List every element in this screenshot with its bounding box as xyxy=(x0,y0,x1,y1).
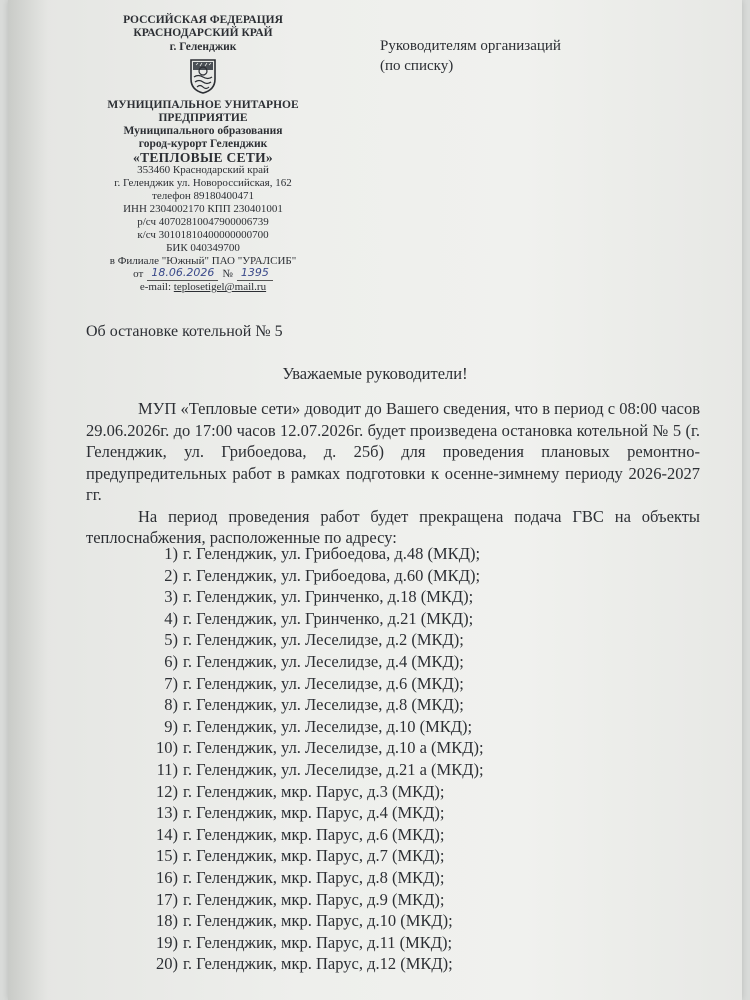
list-item xyxy=(148,543,484,565)
letter-subject: Об остановке котельной № 5 xyxy=(86,323,283,340)
list-item xyxy=(148,932,484,954)
list-item-number: 5) xyxy=(164,630,178,650)
postal-address-line2: г. Геленджик ул. Новороссийская, 162 xyxy=(114,177,292,190)
list-item-address: г. Геленджик, ул. Леселидзе, д.2 (МКД); xyxy=(183,630,464,650)
list-item xyxy=(148,629,484,651)
bik: БИК 040349700 xyxy=(166,241,240,254)
list-item-address: г. Геленджик, мкр. Парус, д.7 (МКД); xyxy=(183,846,445,866)
list-item xyxy=(148,694,484,716)
addressee-line2: (по списку) xyxy=(380,58,454,74)
list-item xyxy=(148,565,484,587)
list-item-address: г. Геленджик, ул. Гринченко, д.18 (МКД); xyxy=(183,587,474,607)
list-item-number: 2) xyxy=(164,565,178,585)
list-item-address: г. Геленджик, мкр. Парус, д.3 (МКД); xyxy=(183,781,445,801)
list-item-address: г. Геленджик, ул. Грибоедова, д.48 (МКД); xyxy=(183,544,481,563)
letter-greeting: Уважаемые руководители! xyxy=(282,364,468,383)
org-name: «ТЕПЛОВЫЕ СЕТИ» xyxy=(133,149,273,165)
letter-body xyxy=(86,398,700,549)
list-item-number: 8) xyxy=(164,695,178,715)
date-prefix: от xyxy=(133,268,144,281)
list-item xyxy=(148,781,484,803)
list-item-number: 3) xyxy=(164,587,178,607)
inn-kpp: ИНН 2304002170 КПП 230401001 xyxy=(123,202,283,215)
page-shadow xyxy=(8,0,48,1000)
list-item-address: г. Геленджик, ул. Леселидзе, д.8 (МКД); xyxy=(183,695,464,715)
email-label: e-mail: xyxy=(139,281,172,294)
org-type-line1: МУНИЦИПАЛЬНОЕ УНИТАРНОЕ xyxy=(107,98,299,111)
addressee-line1: Руководителям организаций xyxy=(380,38,561,54)
list-item xyxy=(148,845,484,867)
list-item-address: г. Геленджик, мкр. Парус, д.6 (МКД); xyxy=(183,824,445,844)
list-item xyxy=(148,889,484,911)
list-item-number: 4) xyxy=(164,608,178,628)
list-item xyxy=(148,737,484,759)
list-item-number: 16) xyxy=(156,867,178,887)
list-item-address: г. Геленджик, ул. Грибоедова, д.60 (МКД); xyxy=(183,565,481,585)
list-item-address: г. Геленджик, ул. Леселидзе, д.6 (МКД); xyxy=(183,673,464,693)
email-line xyxy=(78,281,328,294)
list-item-number: 15) xyxy=(156,846,178,866)
phone-number: телефон 89180400471 xyxy=(152,190,254,202)
handwritten-date: 18.06.2026 xyxy=(147,267,218,281)
list-item-address: г. Геленджик, мкр. Парус, д.4 (МКД); xyxy=(183,803,445,823)
letterhead-region: КРАСНОДАРСКИЙ КРАЙ xyxy=(133,27,273,40)
coat-of-arms-icon xyxy=(188,57,218,95)
list-item-address: г. Геленджик, мкр. Парус, д.11 (МКД); xyxy=(183,932,453,952)
correspondent-account: к/сч 30101810400000000700 xyxy=(137,228,269,241)
list-item xyxy=(148,759,484,781)
list-item-number: 7) xyxy=(164,673,178,693)
list-item xyxy=(148,586,484,608)
list-item xyxy=(148,802,484,824)
list-item-address: г. Геленджик, ул. Леселидзе, д.10 (МКД); xyxy=(183,716,473,736)
list-item-address: г. Геленджик, мкр. Парус, д.12 (МКД); xyxy=(183,954,453,974)
list-item-number: 10) xyxy=(156,738,178,758)
list-item-number: 12) xyxy=(156,781,178,801)
list-item xyxy=(148,608,484,630)
list-item-address: г. Геленджик, ул. Леселидзе, д.10 а (МКД); xyxy=(183,738,484,758)
list-item-number: 6) xyxy=(164,651,178,671)
letterhead-country: РОССИЙСКАЯ ФЕДЕРАЦИЯ xyxy=(123,14,283,26)
handwritten-number: 1395 xyxy=(237,267,273,281)
list-item xyxy=(148,910,484,932)
settlement-account: р/сч 40702810047900006739 xyxy=(137,215,269,228)
list-item-number: 20) xyxy=(156,954,178,974)
list-item xyxy=(148,673,484,695)
letterhead xyxy=(78,14,328,294)
list-item-address: г. Геленджик, ул. Гринченко, д.21 (МКД); xyxy=(183,608,474,628)
letter-page xyxy=(8,0,742,1000)
list-item-number: 19) xyxy=(156,932,178,952)
bank-name: в Филиале "Южный" ПАО "УРАЛСИБ" xyxy=(109,254,297,267)
postal-address-line1: 353460 Краснодарский край xyxy=(137,164,269,177)
list-item xyxy=(148,651,484,673)
list-item-address: г. Геленджик, ул. Леселидзе, д.4 (МКД); xyxy=(183,651,464,671)
list-item xyxy=(148,824,484,846)
list-item-number: 1) xyxy=(164,544,178,563)
list-item-address: г. Геленджик, мкр. Парус, д.9 (МКД); xyxy=(183,889,445,909)
org-municipality-line2: город-курорт Геленджик xyxy=(138,137,268,150)
letterhead-city: г. Геленджик xyxy=(169,40,237,53)
list-item xyxy=(148,867,484,889)
list-item-number: 17) xyxy=(156,889,178,909)
number-prefix: № xyxy=(222,268,233,281)
addressee-block xyxy=(380,36,561,76)
outgoing-date-number xyxy=(78,267,328,281)
body-paragraph-2: На период проведения работ будет прекращена подача ГВС на объекты теплоснабжения, расположенные по адресу: xyxy=(86,506,700,547)
body-paragraph-1: МУП «Тепловые сети» доводит до Вашего сведения, что в период с 08:00 часов 29.06.2026г. до 17:00 часов 12.07.2026г. будет произведена остановка котельной № 5 (г. Геленджик, ул. Грибоедова, д. 25б) для проведения плановых ремонтно-предупредительных работ в рамках подготовки к осенне-зимнему периоду 2026-2027 гг. xyxy=(86,399,700,504)
list-item-number: 14) xyxy=(156,824,178,844)
list-item xyxy=(148,716,484,738)
list-item xyxy=(148,953,484,975)
org-municipality-line1: Муниципального образования xyxy=(123,124,283,137)
list-item-address: г. Геленджик, ул. Леселидзе, д.21 а (МКД); xyxy=(183,759,484,779)
list-item-address: г. Геленджик, мкр. Парус, д.10 (МКД); xyxy=(183,911,453,931)
org-type-line2: ПРЕДПРИЯТИЕ xyxy=(158,111,248,124)
list-item-number: 11) xyxy=(156,759,178,779)
list-item-number: 18) xyxy=(156,911,178,931)
list-item-address: г. Геленджик, мкр. Парус, д.8 (МКД); xyxy=(183,867,445,887)
email-link[interactable]: teplosetigel@mail.ru xyxy=(173,281,267,294)
address-list xyxy=(148,543,484,975)
list-item-number: 9) xyxy=(164,716,178,736)
list-item-number: 13) xyxy=(156,803,178,823)
